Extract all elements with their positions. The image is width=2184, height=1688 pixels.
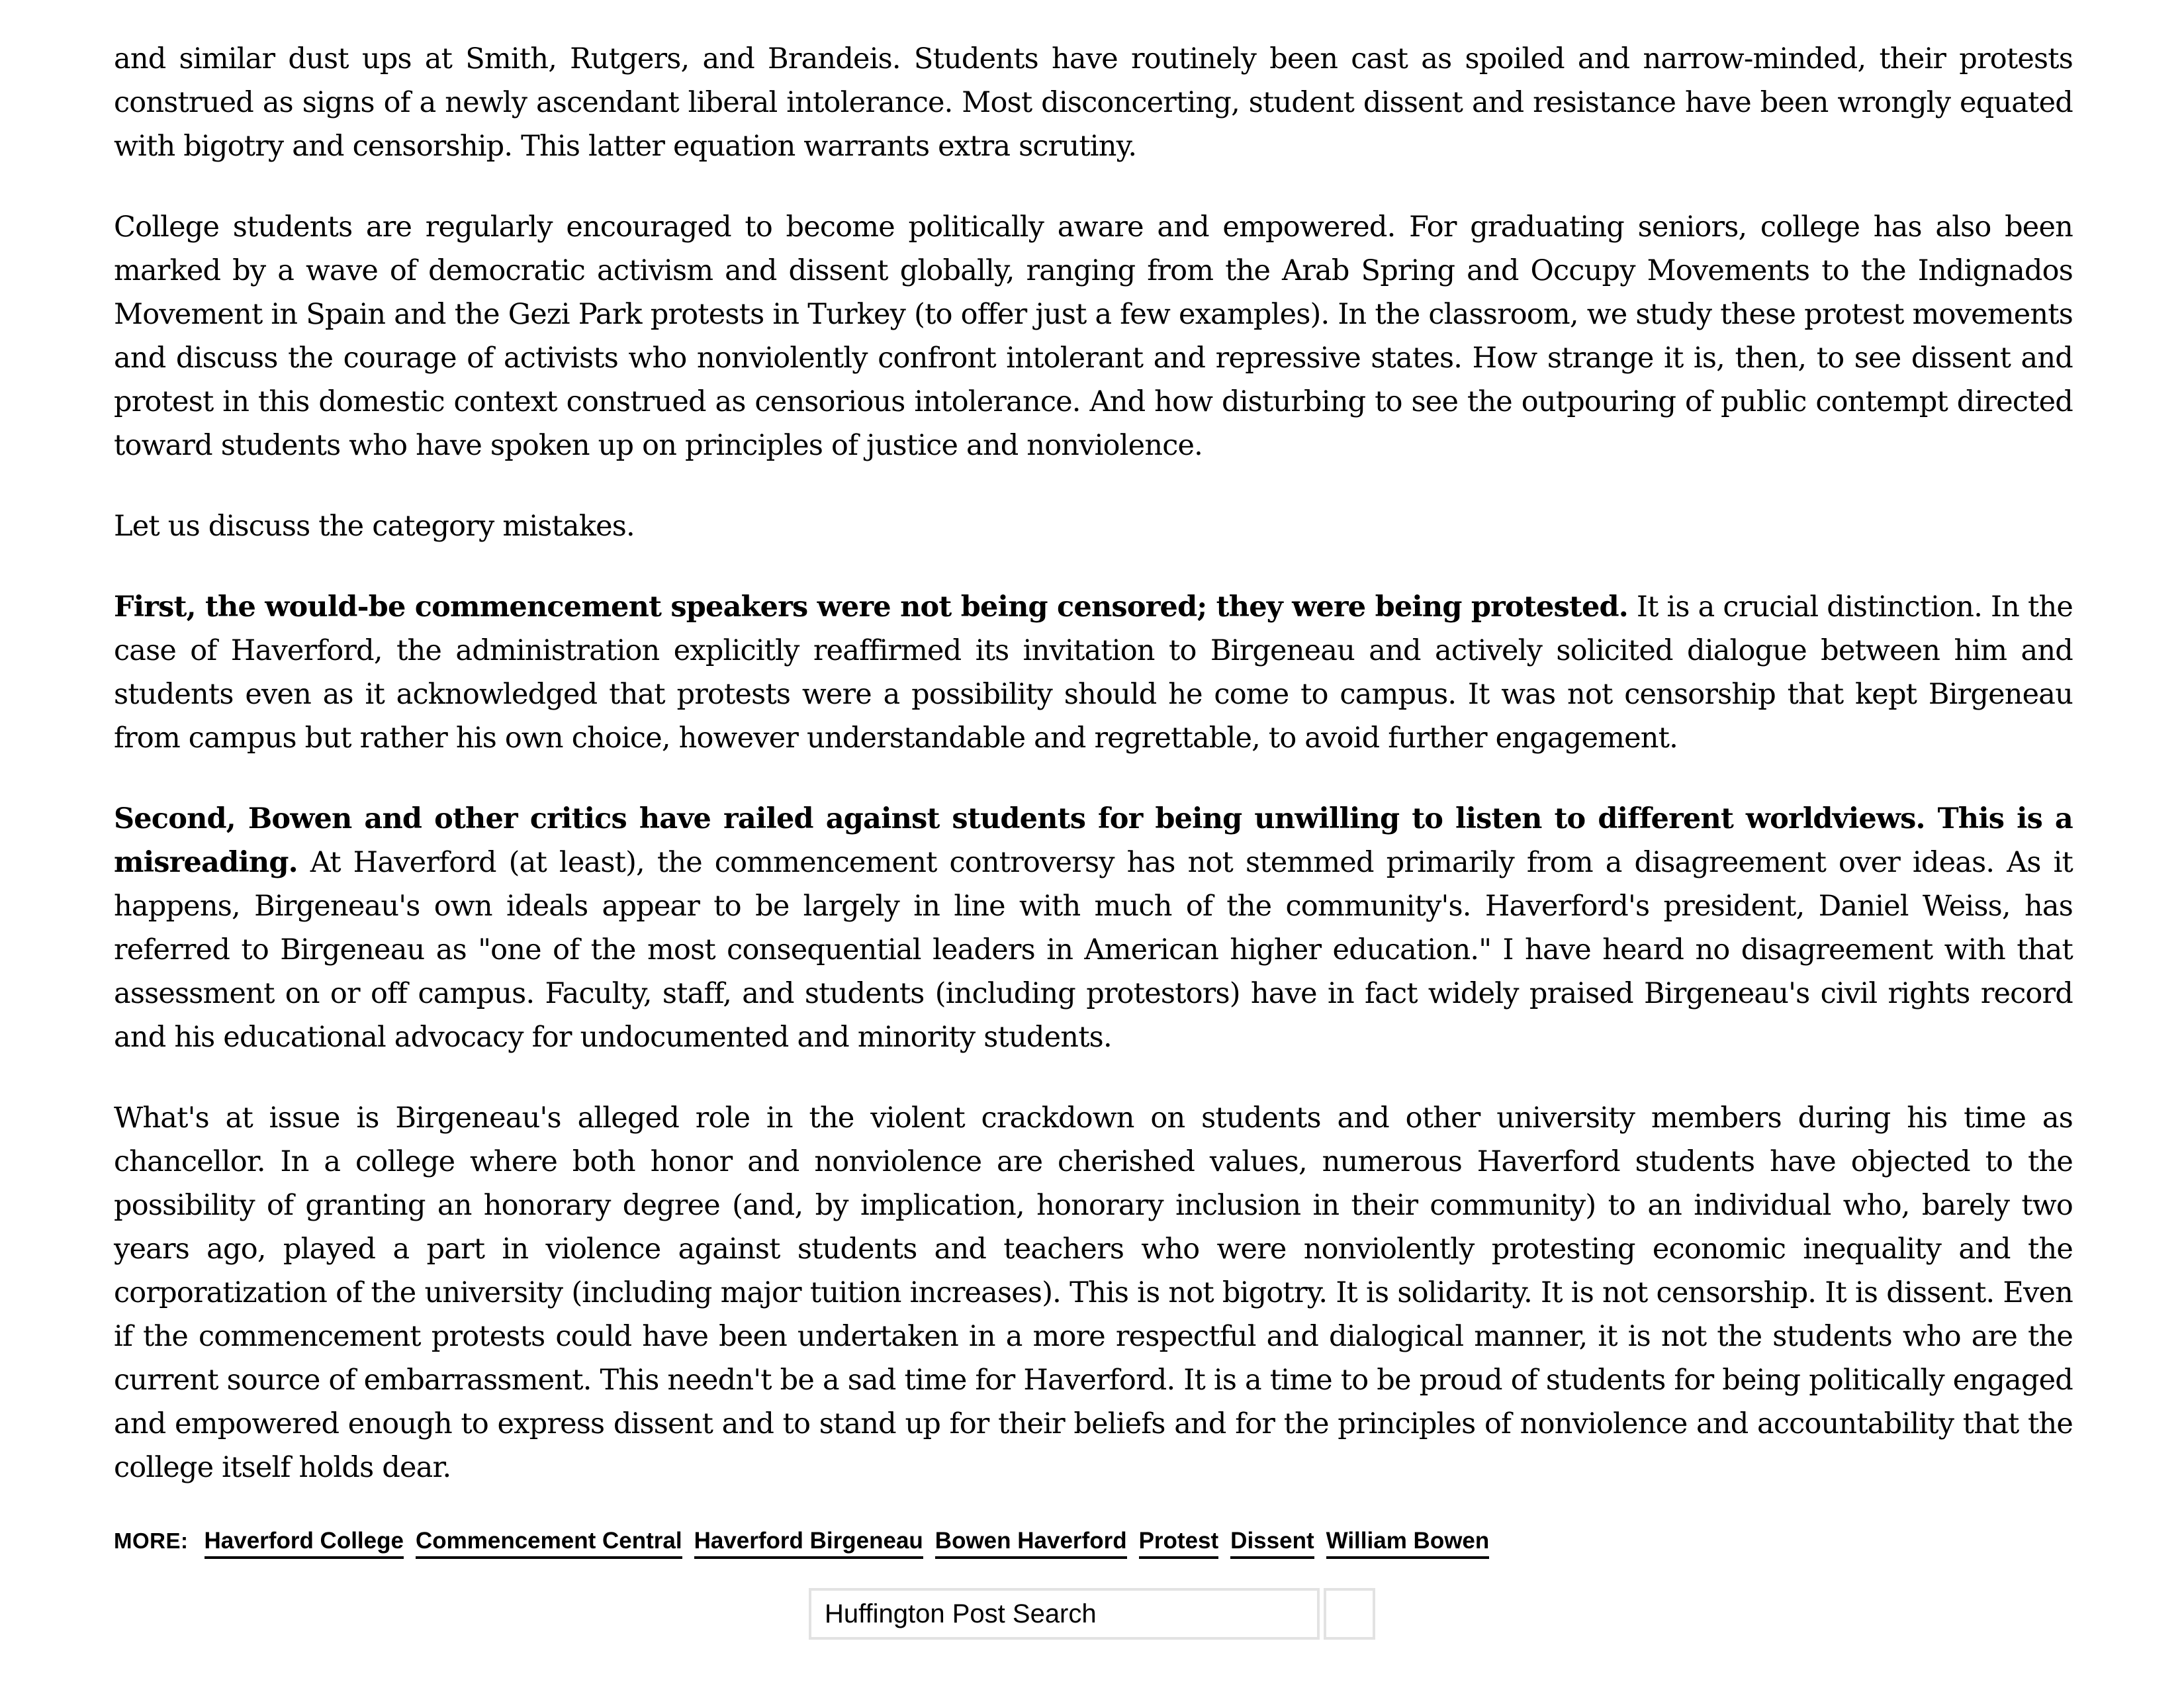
paragraph-text: At Haverford (at least), the commencement controversy has not stemmed primarily from a disagreement over ideas. As it happens, Birgeneau's own ideals appear to be largely in line with much of the community's. Haverford's president, Daniel Weiss, has referred to Birgeneau as "one of the most consequential leaders in American higher education." I have heard no disagreement with that assessment on or off campus. Faculty, staff, and students (including protestors) have in fact widely praised Birgeneau's civil rights record and his educational advocacy for undocumented and minority students. xyxy=(114,846,2073,1054)
paragraph-text: Let us discuss the category mistakes. xyxy=(114,510,635,543)
search-submit-button[interactable] xyxy=(1324,1588,1375,1640)
search-row xyxy=(0,1588,2184,1640)
paragraph-lead-bold: Second, Bowen and other critics have railed against students for being unwilling to listen to different worldviews. This is a misreading. xyxy=(114,802,2073,879)
paragraph-text: What's at issue is Birgeneau's alleged role in the violent crackdown on students and other university members during his time as chancellor. In a college where both honor and nonviolence are cherished values, numerous Haverford students have objected to the possibility of granting an honorary degree (and, by implication, honorary inclusion in their community) to an individual who, barely two years ago, played a part in violence against students and teachers who were nonviolently protesting economic inequality and the corporatization of the university (including major tuition increases). This is not bigotry. It is solidarity. It is not censorship. It is dissent. Even if the commencement protests could have been undertaken in a more respectful and dialogical manner, it is not the students who are the current source of embarrassment. This needn't be a sad time for Haverford. It is a time to be proud of students for being politically engaged and empowered enough to express dissent and to stand up for their beliefs and for the principles of nonviolence and accountability that the college itself holds dear. xyxy=(114,1102,2073,1484)
article-paragraph xyxy=(114,585,2073,760)
article-paragraph xyxy=(114,797,2073,1059)
tag-link[interactable]: Commencement Central xyxy=(416,1528,682,1559)
paragraph-text: College students are regularly encouraged to become politically aware and empowered. For graduating seniors, college has also been marked by a wave of democratic activism and dissent globally, ranging from the Arab Spring and Occupy Movements to the Indignados Movement in Spain and the Gezi Park protests in Turkey (to offer just a few examples). In the classroom, we study these protest movements and discuss the courage of activists who nonviolently confront intolerant and repressive states. How strange it is, then, to see dissent and protest in this domestic context construed as censorious intolerance. And how disturbing to see the outpouring of public contempt directed toward students who have spoken up on principles of justice and nonviolence. xyxy=(114,211,2073,462)
more-label: MORE: xyxy=(114,1528,189,1553)
tag-link[interactable]: Haverford College xyxy=(205,1528,404,1559)
more-tags-row xyxy=(114,1526,2073,1559)
more-links xyxy=(205,1528,1490,1559)
tag-link[interactable]: Bowen Haverford xyxy=(935,1528,1127,1559)
paragraph-text: and similar dust ups at Smith, Rutgers, and Brandeis. Students have routinely been cast as spoiled and narrow-minded, their protests construed as signs of a newly ascendant liberal intolerance. Most disconcerting, student dissent and resistance have been wrongly equated with bigotry and censorship. This latter equation warrants extra scrutiny. xyxy=(114,42,2073,163)
search-input[interactable] xyxy=(809,1588,1320,1640)
tag-link[interactable]: Dissent xyxy=(1230,1528,1314,1559)
article-paragraph xyxy=(114,504,2073,548)
article-paragraph xyxy=(114,205,2073,467)
paragraph-lead-bold: First, the would-be commencement speakers were not being censored; they were being protested. xyxy=(114,590,1628,624)
article-paragraph xyxy=(114,37,2073,168)
article-paragraph xyxy=(114,1096,2073,1489)
article-body xyxy=(114,0,2073,1489)
tag-link[interactable]: William Bowen xyxy=(1326,1528,1490,1559)
tag-link[interactable]: Protest xyxy=(1139,1528,1219,1559)
tag-link[interactable]: Haverford Birgeneau xyxy=(694,1528,923,1559)
paragraph-text: It is a crucial distinction. In the case of Haverford, the administration explicitly reaffirmed its invitation to Birgeneau and actively solicited dialogue between him and students even as it acknowledged that protests were a possibility should he come to campus. It was not censorship that kept Birgeneau from campus but rather his own choice, however understandable and regrettable, to avoid further engagement. xyxy=(114,590,2073,755)
